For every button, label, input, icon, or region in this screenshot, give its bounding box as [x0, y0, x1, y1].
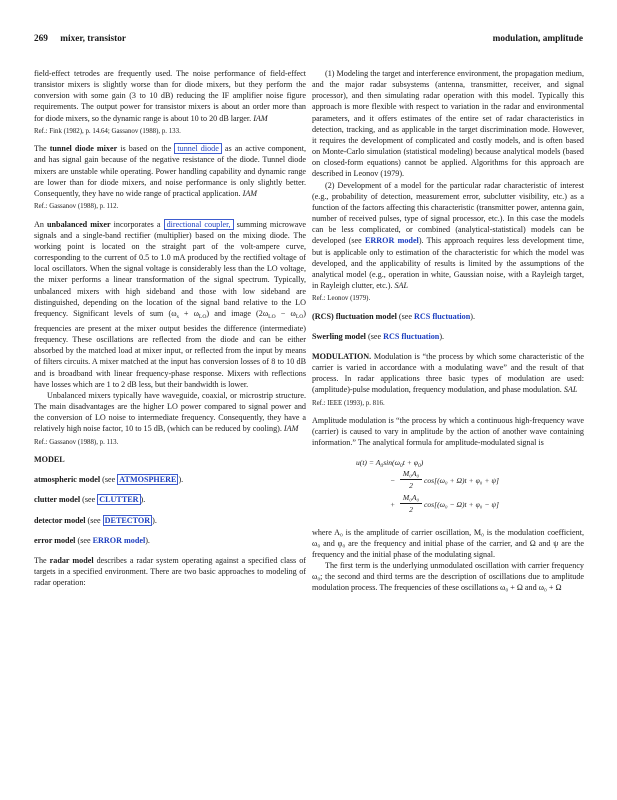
paragraph-transistor-mixer: field-effect tetrodes are frequently used. The noise performance of field-effect transistor mixers is slightly worse than for diode mixers, but they perform the conversion with some gain (3 to 10 dB) reducing the IF amplifier noise figure requirements. The output power for transistor mixers is about an order more than for diode mixers, so the dynamic range is about 10 to 20 dB larger. IAM — [34, 69, 306, 123]
equation-fraction-2: $\frac{\text{M₀A₀}}{2}$ — [400, 492, 422, 515]
xref-detector-model: detector model (see DETECTOR ). — [34, 515, 157, 525]
xref-swerling-model: Swerling model (see RCS fluctuation). — [312, 331, 445, 341]
paragraph-amplitude-modulation: Amplitude modulation is “the process by which a continuous high-frequency wave (carrier) is caused to vary in amplitude by the action of another wave containing information.” The analytical formula for amplitude-modulated signal is — [312, 416, 585, 448]
equation-term-1: cos[(ω₀ + Ω)t + φ₀ + ψ] — [424, 475, 500, 485]
reference: Ref.: Gassanov (1988), p. 112. — [34, 203, 119, 211]
equation-plus: + — [390, 499, 396, 509]
reference: Ref.: Leonov (1979). — [312, 295, 371, 303]
rcs-fluctuation-link[interactable]: RCS fluctuation — [414, 311, 471, 321]
equation-lhs: $u(t) = A_0\sin(\omega_0t + \varphi_0)$ — [356, 457, 424, 469]
paragraph-unbalanced-mixer-2: Unbalanced mixers typically have waveguide, coaxial, or microstrip structure. The main disadvantages are the higher LO power compared to signal power and the conversion of LO noise to intermediate frequency. Consequently, they have a relatively high noise factor, 10 to 15 dB, (which can be reduced by cooling). IAM — [34, 390, 306, 434]
xref-rcs-fluctuation-model: (RCS) fluctuation model (see RCS fluctuation). — [312, 311, 475, 321]
rcs-fluctuation-link[interactable]: RCS fluctuation — [383, 331, 440, 341]
tunnel-diode-link[interactable]: tunnel diode — [174, 143, 221, 154]
paragraph-first-term: The first term is the underlying unmodulated oscillation with carrier frequency ω₀; the second and third terms are the description of oscillations due to amplitude modulation process. The frequencies of these oscillations ω₀ + Ω and ω₀ + Ω — [312, 561, 584, 593]
model-heading: MODEL — [34, 455, 65, 465]
paragraph-where: where A₀ is the amplitude of carrier oscillation, M₀ is the modulation coefficient, ω₀ and φ₀ are the frequency and initial phase of the carrier, and Ω and ψ are the frequency and the initial phase of the modulating signal. — [312, 527, 584, 559]
error-model-link[interactable]: ERROR model — [365, 236, 419, 246]
clutter-link[interactable]: CLUTTER — [99, 495, 139, 505]
header-left — [34, 34, 126, 44]
reference: Ref.: Gassanov (1988), p. 113. — [34, 438, 119, 446]
atmosphere-link[interactable]: ATMOSPHERE — [119, 475, 177, 485]
paragraph-unbalanced-mixer: An unbalanced mixer incorporates a directional coupler, summing microwave signals and a single-band rectifier (multiplier) based on the mixing diode. The working point is located on the straight part of the volt-ampere curve, corresponding to the current of 0.5 to 1.0 mA produced by the rectified voltage of local oscillators. When the signal voltage is considerably less than the LO voltage, the mixer performs a linear transformation of the signal spectrum. Typically, unbalanced mixers with high sideband and those with low sideband are distinguished, depending on the location of the signal band relative to the LO frequency. Significant levels of sum $(\omega_s + \omega_{LO})$ and image $(2\omega_{LO} - \omega_{LO})$ frequencies are present at the mixer output besides the difference (intermediate) frequency. These oscillations are reflected from the diode and can be either absorbed by the matched load at mixer input, or reflected from the input by means of filters circuits. A mixer matched at the input has conversion losses of 8 to 10 dB and is broadband with linear frequency-phase response. Mixers with reflections have losses which are 1 to 2 dB less, but their bandwidth is lower. — [34, 219, 307, 389]
xref-clutter-model: clutter model (see CLUTTER ). — [34, 495, 146, 505]
equation-fraction-1: $\frac{\text{M₀A₀}}{2}$ — [400, 468, 422, 491]
equation-term-2: cos[(ω₀ − Ω)t + φ₀ − ψ] — [424, 499, 500, 509]
xref-atmospheric-model: atmospheric model (see ATMOSPHERE ). — [34, 475, 184, 485]
error-model-link[interactable]: ERROR model — [92, 535, 146, 545]
paragraph-modulation: MODULATION. Modulation is “the process by which some characteristic of the carrier is varied in accordance with a modulating wave” and the result of that process. In radar applications three basic types of modulation are used: (amplitude)-pulse modulation, frequency modulation, and phase modulation. SAL — [312, 351, 584, 395]
running-head-left: mixer, transistor — [60, 34, 127, 44]
directional-coupler-link[interactable]: directional coupler, — [164, 219, 234, 230]
paragraph-tunnel-diode-mixer: The tunnel diode mixer is based on the tunnel diode as an active component, and has signal gain because of the negative resistance of the diode. Tunnel diode mixers are unstable while operating. Power handling capability and dynamic range are lower than for diode mixers, and noise performance is only slightly better. Consequently, they have no wide range of practical application. IAM — [34, 144, 306, 198]
xref-error-model: error model (see ERROR model). — [34, 535, 150, 545]
equation-am-signal — [312, 455, 584, 519]
paragraph-approach-1: (1) Modeling the target and interference environment, the propagation medium, and the major radar subsystems (antenna, transmitter, receiver, and signal processor), and then simulating radar operation with this model. Typically this approach is more flexible with respect to variation in the radar and environmental parameters, and it offers estimates of the entire set of radar characteristics in detection, tracking, and as applicable in the target discrimination mode. However, it requires the development of complicated and costly models, and is often based on Monte-Carlo simulation (statistical modeling) because analytical models (based on closed-form equations) cannot be applied. Algorithms for this approach are described in Leonov (1979). — [312, 69, 584, 179]
paragraph-radar-model: The radar model describes a radar system operating against a specified class of targets in a specified environment. There are two basic approaches to modeling of radar operation: — [34, 555, 306, 588]
right-column — [312, 68, 584, 593]
page-number: 269 — [34, 34, 48, 44]
paragraph-approach-2: (2) Development of a model for the particular radar characteristic of interest (e.g., probability of detection, measurement error, subclutter visibility, etc.) as a function of the factors affecting this characteristic (transmitter power, antenna gain, number of received pulses, type of signal processor, etc.). In this case the models can be less complicated, or combined (analytical-statistical) models can be developed (see ERROR model). This approach requires less development time, but is applicable only to estimation of the characteristic for which the model was developed, and the applicability of results is limited by the assumptions of the analytical model (e.g., operation in white, Gaussian noise, with a Rayleigh target, in Rayleigh clutter, etc.). SAL — [312, 180, 584, 290]
left-column — [34, 68, 306, 588]
reference: Ref.: Fink (1982), p. 14.64; Gassanov (1988), p. 133. — [34, 127, 181, 135]
running-head-right: modulation, amplitude — [492, 34, 583, 44]
equation-minus: − — [390, 475, 396, 485]
reference: Ref.: IEEE (1993), p. 816. — [312, 399, 385, 407]
detector-link[interactable]: DETECTOR — [104, 515, 151, 525]
